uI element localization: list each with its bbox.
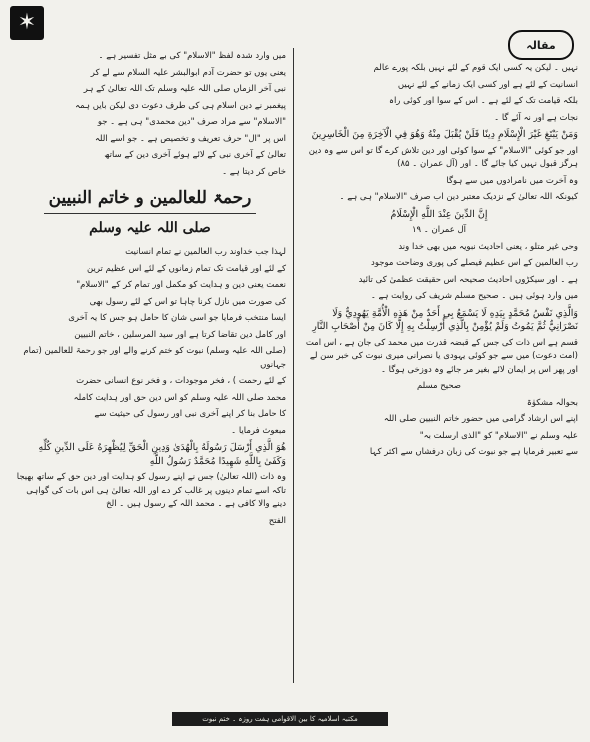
body-line: نجات ہے اور نہ آئے گا ۔ (494, 112, 578, 123)
body-line: نعمت یعنی دین و ہدایت کو مکمل اور تمام کر کے "الاسلام" (76, 280, 286, 290)
column-divider (293, 48, 294, 683)
body-line: کی صورت میں نازل کرنا چاہا تو اس کے لئے رسول بھی (89, 296, 286, 307)
body-line: کیونکہ اللہ تعالیٰ کے نزدیک معتبر دین اب صرف "الاسلام" ہی ہے ۔ (339, 192, 578, 202)
body-line: اس پر "ال" حرف تعریف و تخصیص ہے ۔ جو اسے اللہ (94, 133, 286, 144)
verse-reference: الفتح (268, 515, 286, 526)
body-line: یعنی یوں تو حضرت آدم ابوالبشر علیہ السلام سے لے کر (90, 67, 286, 78)
section-heading: رحمۃ للعالمین و خاتم النبیین (48, 188, 252, 208)
body-line: (صلی اللہ علیہ وسلم) نبوت کو ختم کرنے والے اور جو رحمۃ للعالمین (تمام جہانوں (23, 346, 286, 370)
body-line: میں وارد شدہ لفظ "الاسلام" کی بے مثل تفسیر ہے ۔ (98, 51, 286, 61)
body-line: وحی غیر متلو ، یعنی احادیث نبویہ میں بھی خدا وند (398, 241, 578, 252)
verse-translation: اور جو کوئی "الاسلام" کے سوا کوئی اور دین تلاش کرے گا تو اس سے وہ دین ہرگز قبول نہیں کیا جائے گا ۔ اور (آل عمران ۔ ۸۵) (308, 145, 578, 169)
left-column (14, 50, 286, 531)
body-line: تعالیٰ کے آخری نبی کے لائے ہوئے آخری دین کے ساتھ (104, 150, 286, 160)
right-column (300, 62, 578, 463)
body-line: اپنے اس ارشاد گرامی میں حضور خاتم النبیین صلی اللہ (383, 414, 578, 424)
quran-verse: هُوَ الَّذِي أَرْسَلَ رَسُولَهُ بِالْهُدَىٰ وَدِينِ الْحَقِّ لِيُظْهِرَهُ عَلَى الدِّينِ كُلِّهِ وَكَفَىٰ بِاللَّهِ شَهِيدًا مُحَمَّدٌ رَسُولُ اللَّهِ (38, 442, 286, 467)
body-line: علیہ وسلم نے "الاسلام" کو "الذی ارسلت بہ" (419, 430, 578, 441)
hadith-source: بحوالہ مشکوٰۃ (526, 397, 578, 408)
body-line: پیغمبر نے دین اسلام ہی کی طرف دعوت دی لیکن بایں ہمہ (75, 100, 286, 111)
body-line: "الاسلام" سے مراد صرف "دین محمدی" ہی ہے ۔ جو (97, 117, 286, 127)
heading-rule (44, 213, 256, 214)
footer-bar: مکتبہ اسلامیہ کا بین الاقوامی ہفت روزہ ۔ ختم نبوت (172, 712, 388, 726)
verse-reference: آل عمران ۔ ۱۹ (411, 225, 467, 235)
body-line: رب العالمین کے اس عظیم فیصلے کی پوری وضاحت موجود (371, 258, 578, 268)
body-line: وہ آخرت میں نامرادوں میں سے ہوگا (446, 175, 578, 186)
body-line: میں وارد ہوئی ہیں ۔ صحیح مسلم شریف کی روایت ہے ۔ (370, 291, 578, 301)
section-badge: مقالہ (508, 30, 574, 60)
body-line: ہے ۔ اور سیکڑوں احادیث صحیحہ اس حقیقت عظمیٰ کی تائید (358, 274, 578, 285)
body-line: نبی آخر الزماں صلی اللہ علیہ وسلم تک اللہ تعالیٰ کے ہر (83, 84, 286, 94)
hadith-text: وَالَّذِي نَفْسُ مُحَمَّدٍ بِيَدِهِ لَا يَسْمَعُ بِي أَحَدٌ مِنْ هَذِهِ الْأُمَّةِ يَهُودِيٌّ وَلَا نَصْرَانِيٌّ ثُمَّ يَمُوتُ وَلَمْ يُؤْمِنْ بِالَّذِي أُرْسِلْتُ بِهِ إِلَّا كَانَ مِنْ أَصْحَابِ النَّارِ (312, 307, 578, 332)
body-line: مبعوث فرمایا ۔ (231, 425, 286, 436)
body-line: بلکہ قیامت تک کے لئے ہے ۔ اس کے سوا اور کوئی راہ (388, 96, 578, 106)
masthead-logo-icon: ✶ (10, 6, 44, 40)
quran-verse: وَمَنْ يَبْتَغِ غَيْرَ الْإِسْلَامِ دِينًا فَلَنْ يُقْبَلَ مِنْهُ وَهُوَ فِي الْآخِرَةِ مِنَ الْخَاسِرِينَ (311, 129, 578, 140)
section-subheading: صلی اللہ علیہ وسلم (89, 220, 211, 236)
hadith-source: صحیح مسلم (416, 381, 462, 391)
hadith-translation: قسم ہے اس ذات کی جس کے قبضہ قدرت میں محمد کی جان ہے ، اس امت (امت دعوت) میں سے جو کوئی یہودی یا نصرانی میری نبوت کی خبر سن لے اور پھر اس پر ایمان لائے بغیر مر جائے وہ دوزخی ہوگا ۔ (305, 337, 578, 375)
body-line: سے تعبیر فرمایا ہے جو نبوت کی زبان درفشاں سے اکثر کہا (369, 447, 578, 457)
body-line: کا حامل بنا کر اپنے آخری نبی اور رسول کی حیثیت سے (94, 409, 286, 419)
verse-translation: وہ ذات (اللہ تعالیٰ) جس نے اپنے رسول کو ہدایت اور دین حق کے ساتھ بھیجا تاکہ اسے تمام دینوں پر غالب کر دے اور اللہ تعالیٰ ہی اس بات کی گواہی دینے والا کافی ہے ۔ محمد اللہ کے رسول ہیں ۔ الخ (16, 472, 286, 509)
body-line: ایسا منتخب فرمایا جو اسی شان کا حامل ہو جس کا یہ آخری (68, 313, 286, 323)
body-line: اور کامل دین تقاضا کرتا ہے اور سید المرسلین ، خاتم النبیین (74, 329, 286, 340)
body-line: لہذا جب خداوند رب العالمین نے تمام انسانیت (125, 247, 286, 257)
body-line: انسانیت کے لئے ہے اور کسی ایک زمانے کے لئے نہیں (397, 79, 578, 90)
body-line: نہیں ۔ لیکن یہ کسی ایک قوم کے لئے نہیں بلکہ پورے عالم (373, 63, 578, 73)
body-line: محمد صلی اللہ علیہ وسلم کو اس دین حق اور ہدایت کاملہ (73, 392, 286, 403)
body-line: کے لئے اور قیامت تک تمام زمانوں کے لئے اس عظیم ترین (87, 263, 286, 274)
quran-verse: إِنَّ الدِّينَ عِنْدَ اللَّهِ الْإِسْلَامُ (390, 208, 488, 220)
body-line: کے لئے رحمت ) ، فخر موجودات ، و فخر نوع انسانی حضرت (76, 376, 286, 386)
body-line: خاص کر دیتا ہے ۔ (222, 166, 286, 177)
